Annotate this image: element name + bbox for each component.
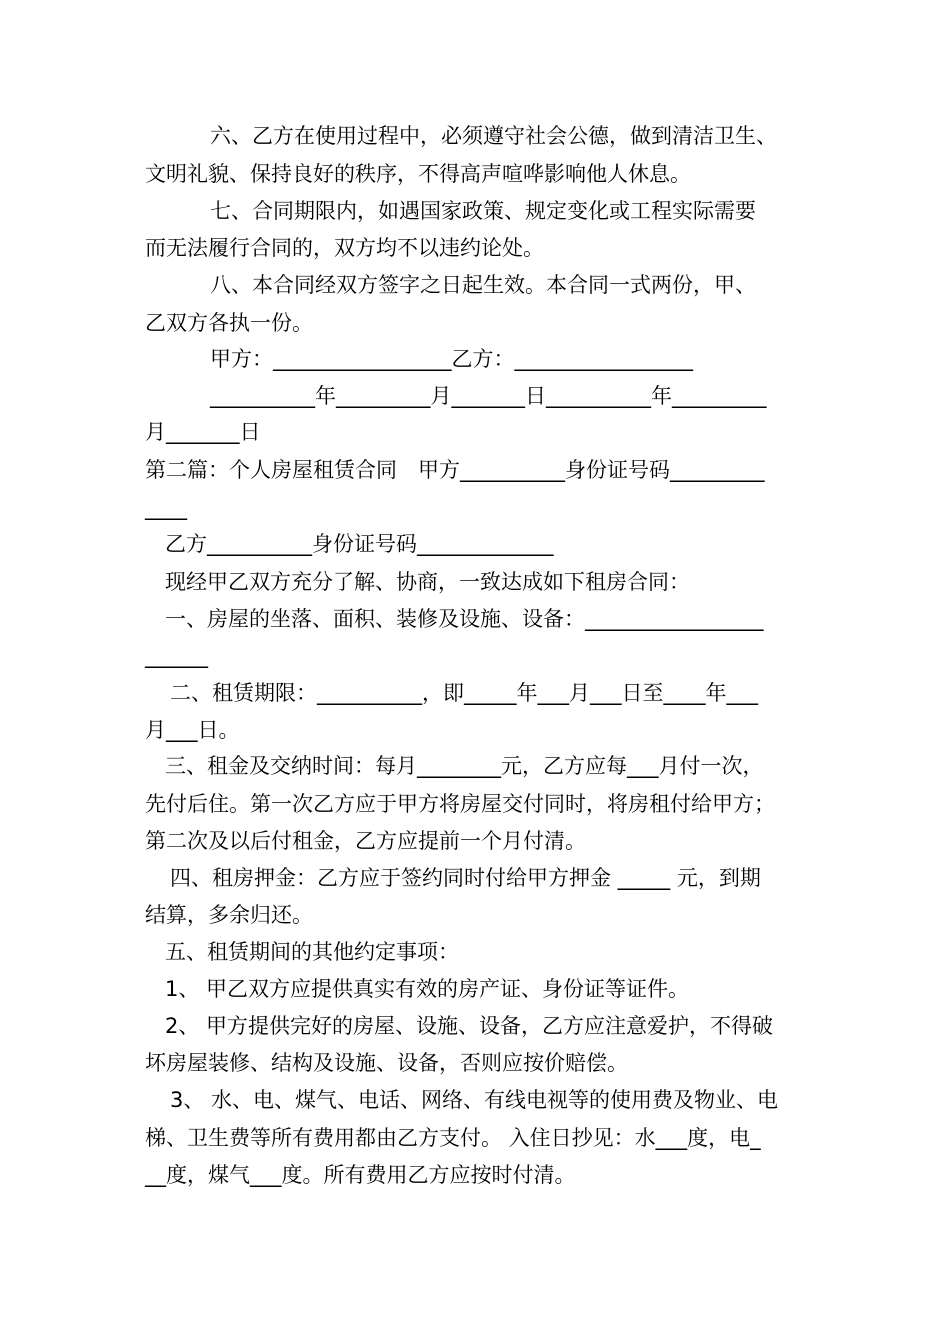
- text-line: 六、乙方在使用过程中，必须遵守社会公德，做到清洁卫生、: [210, 124, 777, 148]
- text-line: 七、合同期限内，如遇国家政策、规定变化或工程实际需要: [210, 199, 756, 223]
- date-line: 月_______日: [145, 420, 261, 444]
- text-line: 五、租赁期间的其他约定事项：: [165, 940, 459, 964]
- text-line: 三、租金及交纳时间：每月________元，乙方应每___月付一次，: [165, 754, 764, 778]
- text-line: 梯、卫生费等所有费用都由乙方支付。 入住日抄见：水___度，电_: [145, 1126, 761, 1150]
- text-line: 第二次及以后付租金，乙方应提前一个月付清。: [145, 829, 586, 853]
- text-line: 1、 甲乙双方应提供真实有效的房产证、身份证等证件。: [165, 977, 690, 1001]
- text-line: 而无法履行合同的，双方均不以违约论处。: [145, 236, 544, 260]
- text-line: 先付后住。第一次乙方应于甲方将房屋交付同时，将房租付给甲方；: [145, 792, 775, 816]
- text-line: __度，煤气___度。所有费用乙方应按时付清。: [145, 1163, 576, 1187]
- text-line: ____: [145, 496, 187, 520]
- signature-line: 甲方：_________________乙方：_________________: [210, 347, 693, 371]
- text-line: 乙方__________身份证号码_____________: [165, 532, 554, 556]
- text-line: 3、 水、电、煤气、电话、网络、有线电视等的使用费及物业、电: [170, 1088, 779, 1112]
- text-line: 文明礼貌、保持良好的秩序，不得高声喧哗影响他人休息。: [145, 162, 691, 186]
- text-line: 结算，多余归还。: [145, 903, 313, 927]
- text-line: 月___日。: [145, 718, 240, 742]
- text-line: 四、租房押金：乙方应于签约同时付给甲方押金 _____ 元，到期: [170, 866, 761, 890]
- section-heading: 第二篇：个人房屋租赁合同 甲方__________身份证号码_________: [145, 458, 765, 482]
- text-line: 二、租赁期限：__________，即_____年___月___日至____年___: [170, 681, 758, 705]
- text-line: 坏房屋装修、结构及设施、设备，否则应按价赔偿。: [145, 1051, 628, 1075]
- text-line: 2、 甲方提供完好的房屋、设施、设备，乙方应注意爱护，不得破: [165, 1014, 774, 1038]
- text-line: ______: [145, 644, 208, 668]
- text-line: 一、房屋的坐落、面积、装修及设施、设备：_________________: [165, 607, 764, 631]
- text-line: 现经甲乙双方充分了解、协商，一致达成如下租房合同：: [165, 570, 690, 594]
- text-line: 乙双方各执一份。: [145, 311, 313, 335]
- text-line: 八、本合同经双方签字之日起生效。本合同一式两份，甲、: [210, 273, 756, 297]
- date-line: __________年_________月_______日__________年_________: [210, 384, 767, 408]
